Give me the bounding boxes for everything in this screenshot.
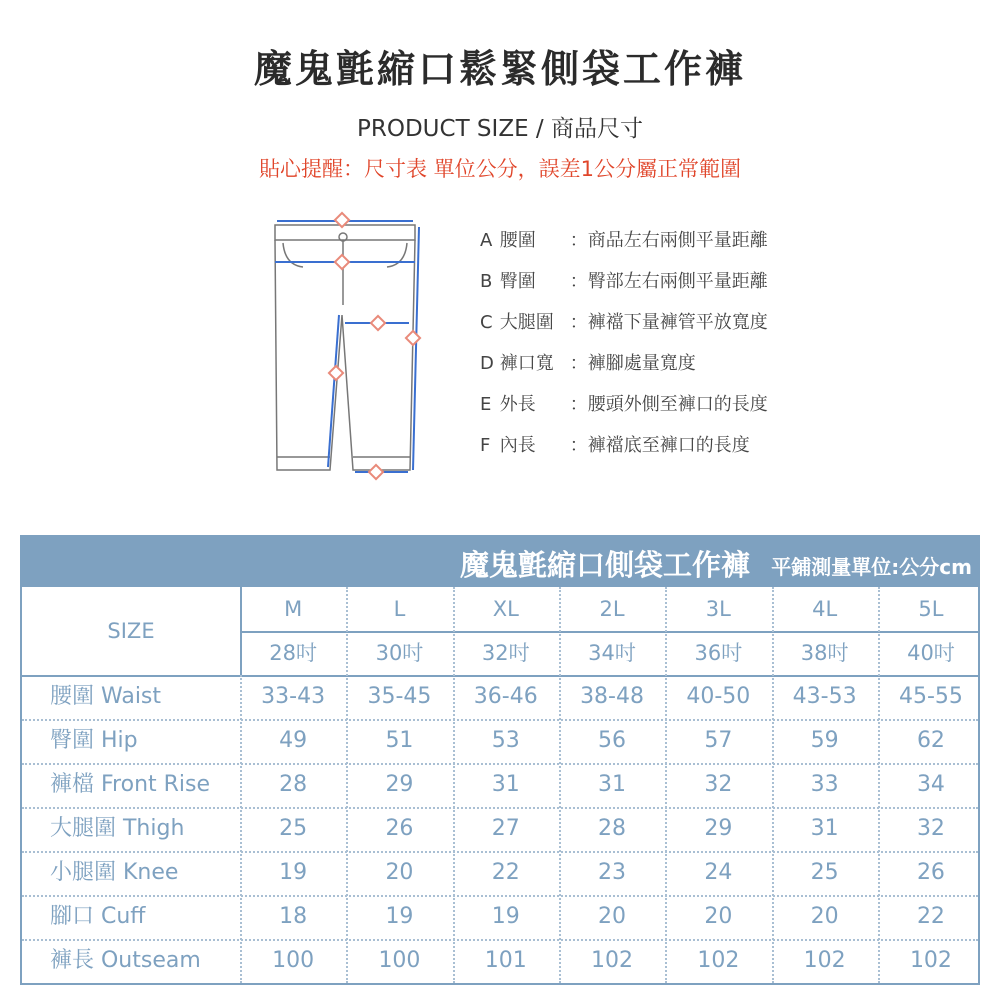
table-cell: 31 — [810, 816, 839, 841]
row-label: 腰圍 Waist — [50, 684, 162, 709]
table-cell: 35-45 — [367, 684, 432, 709]
table-cell: 100 — [378, 948, 421, 973]
inch-column-header: 28吋 — [269, 641, 318, 665]
size-column-header: 4L — [812, 597, 838, 621]
table-cell: 29 — [704, 816, 733, 841]
inch-column-header: 30吋 — [375, 641, 424, 665]
grid-line — [453, 587, 455, 983]
table-cell: 32 — [916, 816, 945, 841]
size-reminder-note: 貼心提醒：尺寸表 單位公分，誤差1公分屬正常範圍 — [258, 157, 742, 181]
size-column-header: M — [284, 597, 303, 621]
legend-item: A 腰圍 ：商品左右兩側平量距離 — [480, 230, 768, 251]
grid-line — [22, 719, 978, 721]
size-column-header: XL — [492, 597, 519, 621]
grid-line — [240, 587, 242, 675]
table-cell: 19 — [385, 904, 414, 929]
row-label: 小腿圍 Knee — [50, 860, 179, 885]
grid-line — [346, 587, 348, 983]
table-cell: 22 — [916, 904, 945, 929]
table-unit-note: 平鋪測量單位:公分cm — [771, 555, 972, 579]
table-cell: 20 — [704, 904, 733, 929]
size-table-header — [20, 535, 980, 587]
size-table — [20, 535, 980, 985]
legend-item: B 臀圍 ：臀部左右兩側平量距離 — [480, 271, 768, 292]
table-cell: 101 — [484, 948, 527, 973]
pants-measurement-diagram — [255, 205, 435, 485]
size-label: SIZE — [107, 619, 155, 643]
table-cell: 102 — [591, 948, 634, 973]
table-cell: 43-53 — [792, 684, 857, 709]
legend-item: E 外長 ：腰頭外側至褲口的長度 — [480, 394, 768, 415]
table-cell: 100 — [272, 948, 315, 973]
inch-column-header: 36吋 — [694, 641, 743, 665]
table-cell: 33-43 — [261, 684, 326, 709]
table-cell: 51 — [385, 728, 414, 753]
table-cell: 28 — [598, 816, 627, 841]
table-cell: 24 — [704, 860, 733, 885]
grid-line — [22, 807, 978, 809]
legend-item: C 大腿圍 ：褲襠下量褲管平放寬度 — [480, 312, 768, 333]
legend-item: F 內長 ：褲襠底至褲口的長度 — [480, 435, 750, 456]
inch-column-header: 40吋 — [907, 641, 955, 665]
row-label: 褲長 Outseam — [50, 948, 201, 973]
table-cell: 40-50 — [686, 684, 751, 709]
grid-line — [22, 939, 978, 941]
row-label: 大腿圍 Thigh — [50, 816, 185, 841]
grid-line — [665, 587, 667, 983]
legend-item: D 褲口寬 ：褲腳處量寬度 — [480, 353, 696, 374]
table-cell: 31 — [598, 772, 627, 797]
grid-line — [22, 851, 978, 853]
table-cell: 26 — [385, 816, 414, 841]
table-cell: 20 — [598, 904, 627, 929]
table-cell: 102 — [803, 948, 846, 973]
table-cell: 34 — [916, 772, 945, 797]
grid-line — [22, 895, 978, 897]
grid-line — [240, 631, 978, 633]
table-cell: 29 — [385, 772, 414, 797]
table-cell: 26 — [916, 860, 945, 885]
table-cell: 38-48 — [580, 684, 644, 709]
size-column-header: 2L — [599, 597, 625, 621]
table-cell: 32 — [704, 772, 733, 797]
size-table-grid — [20, 587, 980, 985]
grid-line — [240, 675, 242, 983]
table-cell: 59 — [810, 728, 839, 753]
grid-line — [559, 587, 561, 983]
table-cell: 33 — [810, 772, 839, 797]
page-title: 魔鬼氈縮口鬆緊側袋工作褲 — [253, 47, 746, 91]
table-cell: 49 — [279, 728, 308, 753]
table-cell: 56 — [598, 728, 627, 753]
table-cell: 28 — [279, 772, 308, 797]
table-cell: 20 — [385, 860, 414, 885]
table-cell: 22 — [491, 860, 520, 885]
table-cell: 102 — [697, 948, 740, 973]
table-cell: 57 — [704, 728, 733, 753]
grid-line — [22, 675, 978, 677]
table-cell: 23 — [598, 860, 627, 885]
size-column-header: L — [393, 597, 406, 621]
table-cell: 27 — [491, 816, 520, 841]
product-size-subtitle: PRODUCT SIZE / 商品尺寸 — [357, 116, 643, 142]
table-cell: 19 — [279, 860, 308, 885]
row-label: 褲檔 Front Rise — [50, 772, 211, 797]
grid-line — [878, 587, 880, 983]
grid-line — [22, 763, 978, 765]
inch-column-header: 34吋 — [588, 641, 636, 665]
inch-column-header: 38吋 — [800, 641, 849, 665]
table-cell: 25 — [810, 860, 839, 885]
table-cell: 18 — [279, 904, 308, 929]
row-label: 臀圍 Hip — [50, 728, 138, 753]
grid-line — [772, 587, 774, 983]
table-cell: 31 — [491, 772, 520, 797]
table-cell: 45-55 — [898, 684, 963, 709]
table-cell: 36-46 — [473, 684, 538, 709]
size-column-header: 5L — [918, 597, 944, 621]
size-column-header: 3L — [705, 597, 731, 621]
table-cell: 53 — [491, 728, 520, 753]
table-title: 魔鬼氈縮口側袋工作褲 — [459, 548, 750, 582]
row-label: 腳口 Cuff — [50, 904, 146, 929]
table-cell: 102 — [909, 948, 952, 973]
table-cell: 62 — [916, 728, 945, 753]
table-cell: 19 — [491, 904, 520, 929]
table-cell: 20 — [810, 904, 839, 929]
measurement-legend — [480, 228, 840, 474]
table-cell: 25 — [279, 816, 308, 841]
inch-column-header: 32吋 — [481, 641, 530, 665]
